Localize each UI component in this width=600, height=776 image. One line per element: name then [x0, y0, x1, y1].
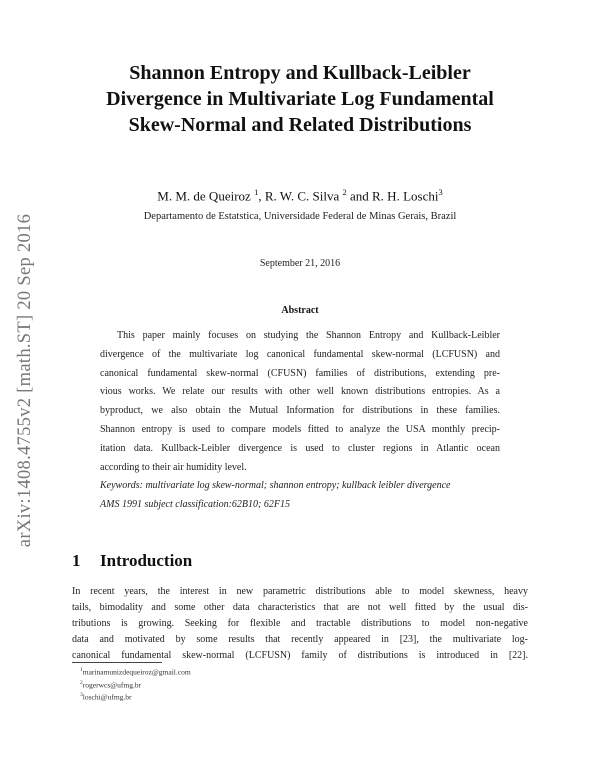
- footnote-mark: 3: [80, 692, 83, 698]
- footnote-text: marinamunizdequeiroz@gmail.com: [82, 667, 191, 677]
- affiliation: Departamento de Estatstica, Universidade Federal de Minas Gerais, Brazil: [143, 211, 457, 222]
- footnote-mark: 1: [80, 667, 83, 673]
- abstract-line: vious works. We relate our results with other well known distributions entropies. As a: [100, 386, 500, 398]
- abstract-line: Shannon entropy is used to compare models fitted to analyze the USA monthly precip-: [100, 423, 500, 435]
- footnote-1: [80, 665, 380, 678]
- keywords: Keywords: multivariate log skew-normal; shannon entropy; kullback leibler divergence: [100, 480, 451, 492]
- abstract-line: according to their air humidity level.: [100, 461, 247, 473]
- footnote-text: rogerwcs@ufmg.br: [82, 680, 142, 689]
- arxiv-stamp-text: arXiv:1408.4755v2 [math.ST] 20 Sep 2016: [15, 213, 36, 547]
- footnote-3: [80, 690, 380, 703]
- intro-line: In recent years, the interest in new parametric distributions able to model skewness, heavy: [72, 586, 528, 597]
- intro-paragraph: [72, 584, 528, 664]
- author-1-mark: 1: [254, 187, 259, 197]
- section-number: 1: [72, 551, 81, 570]
- author-3: and R. H. Loschi: [346, 188, 439, 204]
- footnote-rule: [72, 662, 162, 663]
- author-1: M. M. de Queiroz: [157, 188, 255, 204]
- abstract-line: divergence of the multivariate log canonical fundamental skew-normal (LCFUSN) and: [100, 348, 500, 360]
- title-line-3: Skew-Normal and Related Distributions: [128, 114, 472, 136]
- title-line-2: Divergence in Multivariate Log Fundamental: [106, 88, 494, 110]
- section-heading: [72, 551, 192, 571]
- author-2-mark: 2: [342, 187, 347, 197]
- section-title: Introduction: [100, 551, 193, 570]
- intro-line: data and motivated by some results that recently appeared in [23], the multivariate log-: [72, 634, 528, 645]
- abstract-line: itation data. Kullback-Leibler divergence is used to cluster regions in Atlantic ocean: [100, 442, 500, 454]
- footnotes: [80, 665, 380, 703]
- intro-line: tails, bimodality and some other data characteristics that are not well fitted by the usual dis-: [72, 602, 528, 613]
- author-list: [80, 187, 520, 204]
- intro-line: tributions is growing. Seeking for flexible and tractable distributions to model non-negative: [72, 618, 528, 629]
- abstract-line: This paper mainly focuses on studying the Shannon Entropy and Kullback-Leibler: [117, 330, 500, 341]
- footnote-2: [80, 678, 380, 691]
- paper-title: [60, 60, 540, 138]
- author-2: , R. W. C. Silva: [258, 188, 343, 204]
- footnote-mark: 2: [80, 679, 83, 686]
- date: September 21, 2016: [259, 258, 341, 269]
- abstract-line: canonical fundamental skew-normal (CFUSN) families of distributions, extending pre-: [100, 367, 500, 379]
- footnote-text: loschi@ufmg.br: [82, 692, 132, 702]
- arxiv-stamp: [11, 200, 41, 560]
- author-3-mark: 3: [438, 187, 443, 197]
- intro-line: canonical fundamental skew-normal (LCFUSN) family of distributions is introduced in [22].: [72, 650, 528, 661]
- abstract-heading: Abstract: [281, 305, 319, 316]
- abstract: [100, 327, 500, 515]
- abstract-line: byproduct, we also obtain the Mutual Information for distributions in these families.: [100, 405, 500, 417]
- title-line-1: Shannon Entropy and Kullback-Leibler: [129, 62, 471, 84]
- ams-classification: AMS 1991 subject classification:62B10; 62F15: [100, 499, 290, 511]
